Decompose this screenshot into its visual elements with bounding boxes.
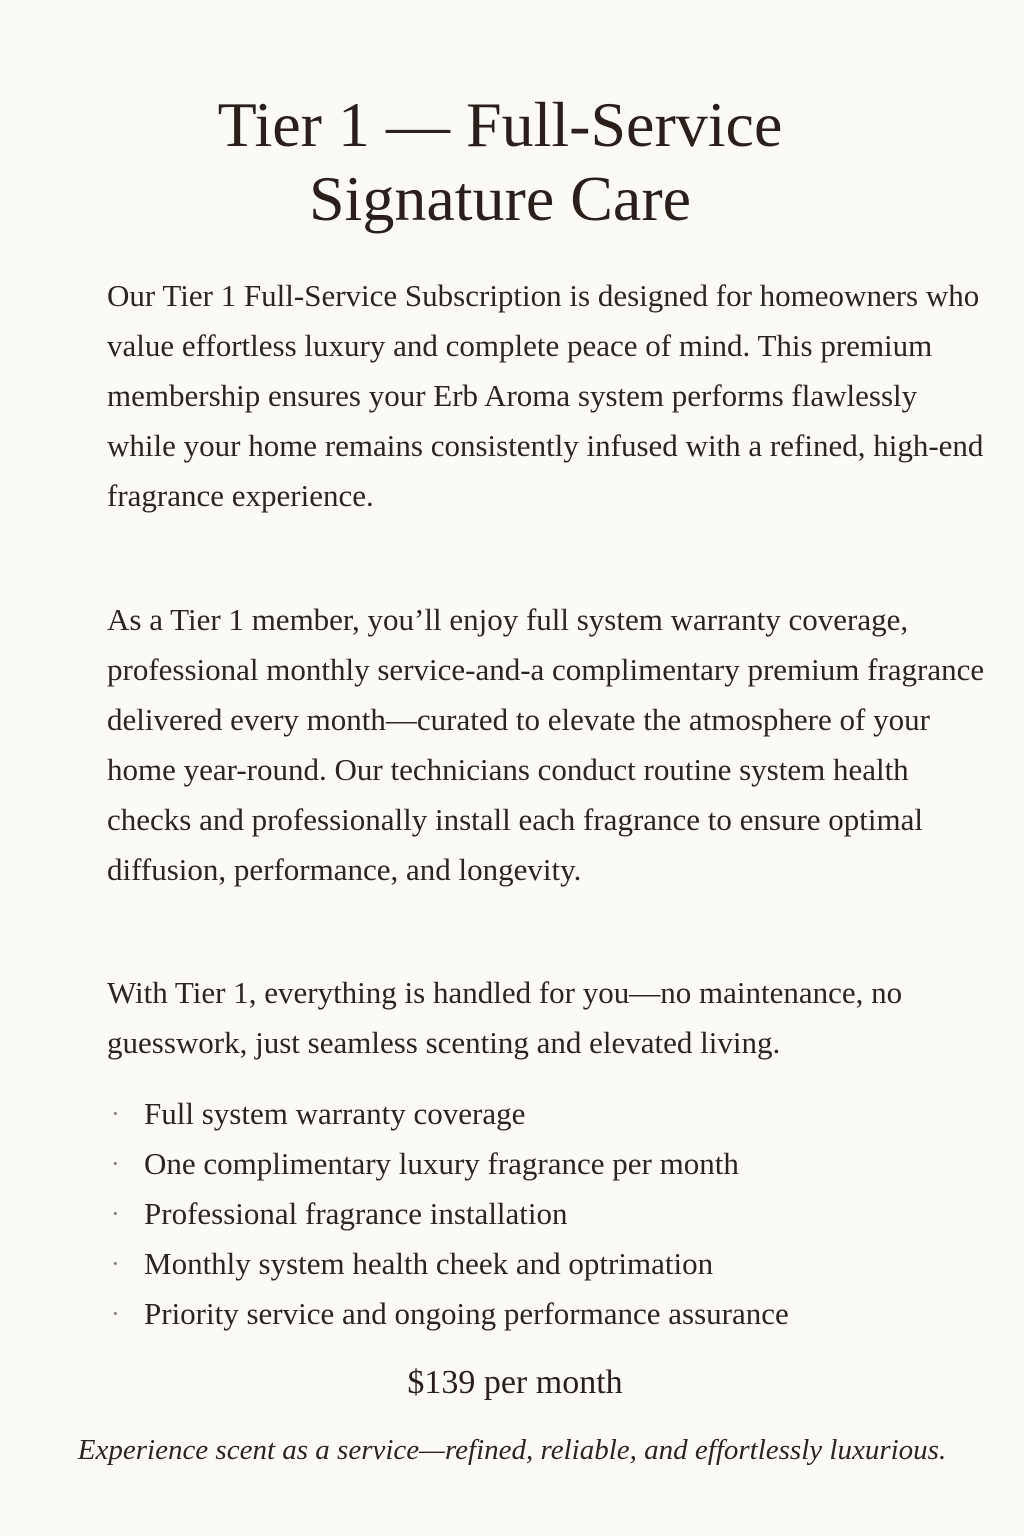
- list-item: [107, 1189, 987, 1239]
- bullet-icon: ·: [111, 1249, 120, 1278]
- title-line-1: Tier 1 — Full-Service: [217, 89, 783, 160]
- feature-text: One complimentary luxury fragrance per month: [144, 1146, 739, 1181]
- feature-text: Priority service and ongoing performance assurance: [144, 1296, 789, 1331]
- benefits-paragraph: As a Tier 1 member, you’ll enjoy full system warranty coverage, professional monthly service-and-a complimentary premium fragrance delivered every month—curated to elevate the atmosphere of your home year-round. Our technicians conduct routine system health checks and professionally install each fragrance to ensure optimal diffusion, performance, and longevity.: [107, 602, 985, 887]
- feature-list: [107, 1089, 987, 1339]
- bullet-icon: ·: [111, 1299, 120, 1328]
- summary-paragraph: With Tier 1, everything is handled for you—no maintenance, no guesswork, just seamless scenting and elevated living.: [107, 975, 903, 1060]
- list-item: [107, 1089, 987, 1139]
- feature-text: Monthly system health cheek and optrimation: [144, 1246, 714, 1281]
- feature-text: Professional fragrance installation: [144, 1196, 568, 1231]
- list-item: [107, 1239, 987, 1289]
- bullet-icon: ·: [111, 1099, 120, 1128]
- price-label: $139 per month: [407, 1364, 623, 1401]
- list-item: [107, 1139, 987, 1189]
- bullet-icon: ·: [111, 1149, 120, 1178]
- list-item: [107, 1289, 987, 1339]
- tagline: Experience scent as a service—refined, reliable, and effortlessly luxurious.: [77, 1434, 947, 1466]
- bullet-icon: ·: [111, 1199, 120, 1228]
- page-title: [0, 88, 1000, 236]
- intro-paragraph: Our Tier 1 Full-Service Subscription is designed for homeowners who value effortless luxury and complete peace of mind. This premium membership ensures your Erb Aroma system performs flawlessly while your home remains consistently infused with a refined, high-end fragrance experience.: [107, 278, 984, 513]
- title-line-2: Signature Care: [308, 163, 692, 234]
- feature-text: Full system warranty coverage: [144, 1096, 526, 1131]
